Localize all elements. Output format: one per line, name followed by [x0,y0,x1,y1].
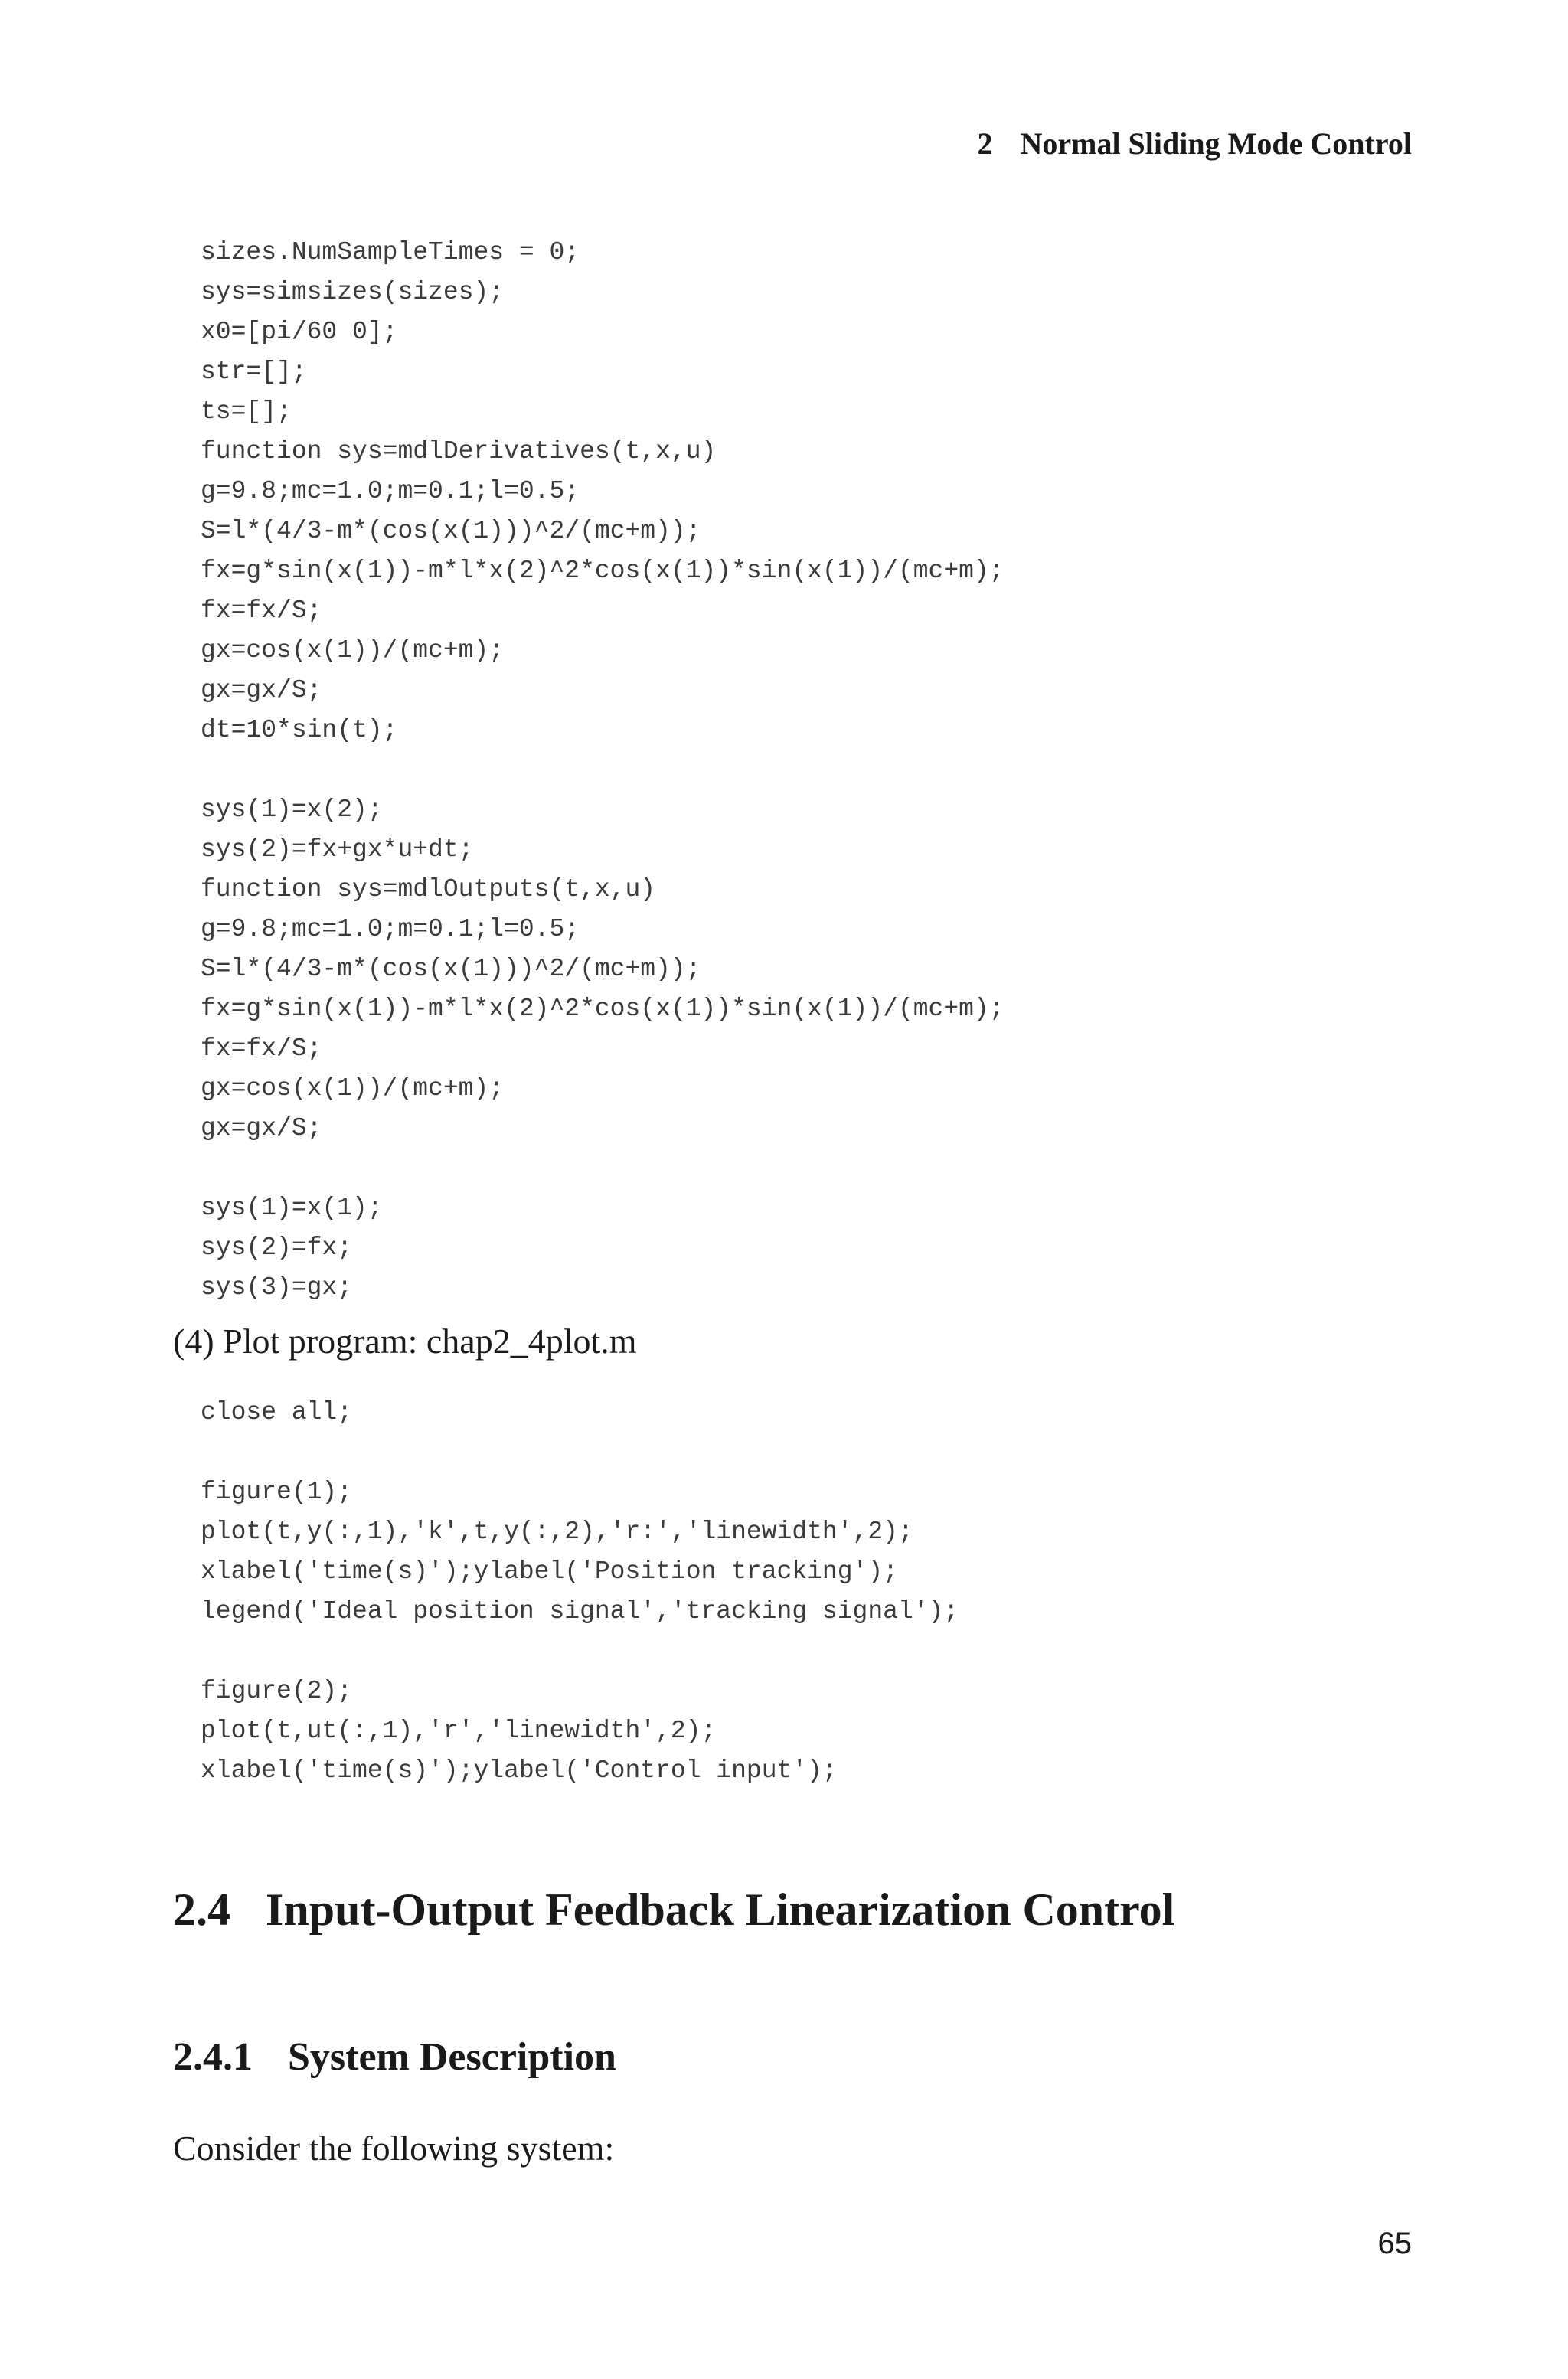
code-line-blank [201,750,1004,790]
section-number: 2.4 [173,1884,230,1935]
code-line: fx=g*sin(x(1))-m*l*x(2)^2*cos(x(1))*sin(x(1))/(mc+m); [201,557,1004,585]
subsection-number: 2.4.1 [173,2035,253,2079]
code-line: fx=fx/S; [201,596,322,625]
code-line: sys=simsizes(sizes); [201,278,505,306]
code-line: fx=g*sin(x(1))-m*l*x(2)^2*cos(x(1))*sin(x(1))/(mc+m); [201,995,1004,1023]
section-title: Input-Output Feedback Linearization Control [266,1884,1175,1935]
subsection-heading [173,2034,616,2081]
code-line: gx=cos(x(1))/(mc+m); [201,1074,505,1103]
code-line: xlabel('time(s)');ylabel('Control input'); [201,1756,838,1785]
code-line: ts=[]; [201,397,292,426]
code-line: plot(t,ut(:,1),'r','linewidth',2); [201,1717,717,1745]
code-line: xlabel('time(s)');ylabel('Position tracking'); [201,1557,898,1586]
code-line: sizes.NumSampleTimes = 0; [201,238,580,266]
code-line-blank [201,1149,1004,1188]
code-line: close all; [201,1398,353,1426]
subsection-title: System Description [288,2035,616,2079]
code-line: sys(2)=fx; [201,1234,353,1262]
code-line: function sys=mdlOutputs(t,x,u) [201,875,656,904]
code-line: sys(1)=x(2); [201,796,383,824]
code-line: figure(2); [201,1677,353,1705]
code-line-blank [201,1632,959,1672]
code-line: g=9.8;mc=1.0;m=0.1;l=0.5; [201,477,580,505]
chapter-number: 2 [977,126,993,161]
code-line: fx=fx/S; [201,1034,322,1063]
code-line: figure(1); [201,1478,353,1506]
code-line: S=l*(4/3-m*(cos(x(1)))^2/(mc+m)); [201,517,701,545]
code-line: sys(2)=fx+gx*u+dt; [201,835,474,864]
page-number: 65 [1377,2227,1412,2260]
code-line: sys(1)=x(1); [201,1194,383,1222]
code-line: x0=[pi/60 0]; [201,318,398,346]
code-line: S=l*(4/3-m*(cos(x(1)))^2/(mc+m)); [201,955,701,983]
code-line: str=[]; [201,358,307,386]
code-line: gx=gx/S; [201,1114,322,1142]
code-line: dt=10*sin(t); [201,716,398,744]
chapter-title: Normal Sliding Mode Control [1020,126,1412,161]
code-line: gx=cos(x(1))/(mc+m); [201,636,505,665]
code-line: function sys=mdlDerivatives(t,x,u) [201,437,717,466]
code-line-blank [201,1433,959,1472]
code-line: legend('Ideal position signal','tracking signal'); [201,1597,959,1626]
code-block-plot-program [201,1393,959,1791]
plot-program-caption: (4) Plot program: chap2_4plot.m [173,1322,637,1361]
code-line: sys(3)=gx; [201,1273,353,1302]
body-paragraph: Consider the following system: [173,2129,615,2168]
code-block-s-function [201,233,1004,1308]
code-line: g=9.8;mc=1.0;m=0.1;l=0.5; [201,915,580,943]
code-line: gx=gx/S; [201,676,322,704]
code-line: plot(t,y(:,1),'k',t,y(:,2),'r:','linewidth',2); [201,1518,913,1546]
running-head [977,126,1412,162]
section-heading [173,1882,1174,1937]
